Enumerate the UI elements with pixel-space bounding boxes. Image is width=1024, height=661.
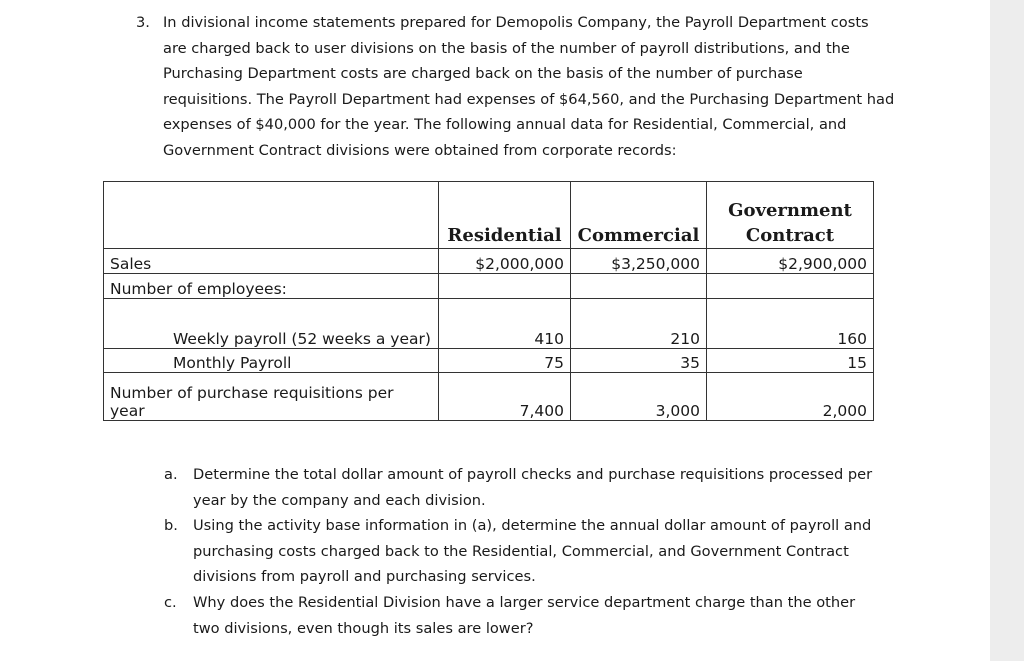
sales-residential: $2,000,000 [439, 249, 571, 274]
part-letter: c. [164, 593, 177, 611]
part-text: Why does the Residential Division have a larger service department charge than the other two divisions, even though its sales are lower? [193, 593, 856, 637]
sales-government: $2,900,000 [707, 249, 874, 274]
weekly-commercial: 210 [571, 299, 707, 349]
question-parts [164, 462, 879, 641]
table-row-weekly-payroll [104, 299, 874, 349]
monthly-commercial: 35 [571, 349, 707, 373]
monthly-residential: 75 [439, 349, 571, 373]
requisitions-commercial: 3,000 [571, 373, 707, 421]
table-row-requisitions [104, 373, 874, 421]
requisitions-government: 2,000 [707, 373, 874, 421]
weekly-government: 160 [707, 299, 874, 349]
monthly-government: 15 [707, 349, 874, 373]
table-row-monthly-payroll [104, 349, 874, 373]
empty-cell [439, 274, 571, 299]
row-label-employees: Number of employees: [104, 274, 439, 299]
part-c [164, 590, 879, 641]
part-text: Using the activity base information in (a), determine the annual dollar amount of payroll and purchasing costs charged back to the Residential, Commercial, and Government Contract divisions from payroll and purchasing services. [193, 517, 872, 586]
header-residential: Residential [439, 182, 571, 249]
table-row-employees [104, 274, 874, 299]
row-label-monthly-payroll: Monthly Payroll [104, 349, 439, 373]
part-a [164, 462, 879, 513]
row-label-sales: Sales [104, 249, 439, 274]
division-data-table [103, 181, 874, 421]
part-text: Determine the total dollar amount of payroll checks and purchase requisitions processed per year by the company and each division. [193, 466, 873, 509]
part-letter: a. [164, 466, 178, 483]
question-number: 3. [136, 14, 150, 31]
sales-commercial: $3,250,000 [571, 249, 707, 274]
header-commercial: Commercial [571, 182, 707, 249]
empty-cell [707, 274, 874, 299]
row-label-weekly-payroll: Weekly payroll (52 weeks a year) [104, 299, 439, 349]
table-row-sales [104, 249, 874, 274]
part-b [164, 513, 879, 590]
part-letter: b. [164, 517, 178, 535]
scrollbar[interactable] [990, 0, 1024, 661]
question-text: In divisional income statements prepared for Demopolis Company, the Payroll Department costs are charged back to user divisions on the basis of the number of payroll distributions, and the Purchasing Department costs are charged back on the basis of the number of purchase requisitions. The Payroll Department had expenses of $64,560, and the Purchasing Department had expenses of $40,000 for the year. The following annual data for Residential, Commercial, and Government Contract divisions were obtained from corporate records: [163, 14, 895, 159]
row-label-requisitions: Number of purchase requisitions per year [104, 373, 439, 421]
requisitions-residential: 7,400 [439, 373, 571, 421]
table-header-row [104, 182, 874, 249]
weekly-residential: 410 [439, 299, 571, 349]
header-blank-cell [104, 182, 439, 249]
question-block [136, 10, 896, 164]
header-government-contract: Government Contract [707, 182, 874, 249]
empty-cell [571, 274, 707, 299]
